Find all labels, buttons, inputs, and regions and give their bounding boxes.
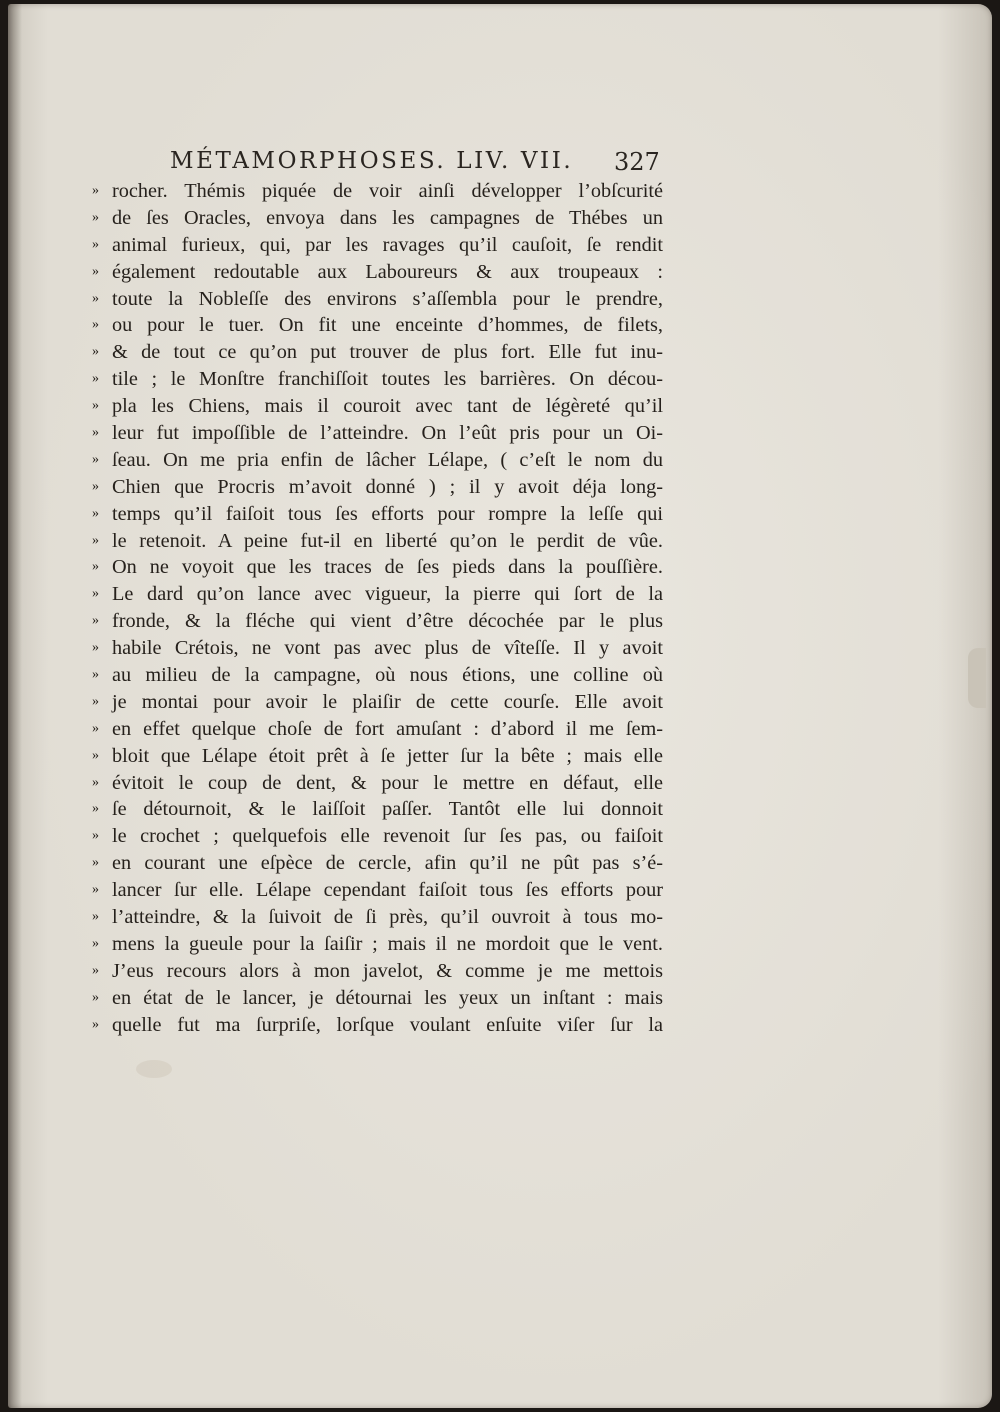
quote-mark: » <box>92 398 99 414</box>
text-line <box>92 635 664 662</box>
page-edge-tab <box>968 648 986 708</box>
quote-mark: » <box>92 720 99 736</box>
text-line <box>92 850 664 877</box>
page-number: 327 <box>614 148 660 176</box>
text-line <box>92 420 664 447</box>
quote-mark: » <box>92 828 99 844</box>
line-text: pla les Chiens, mais il couroit avec tant de légèreté qu’il <box>112 395 663 418</box>
text-line <box>92 312 664 339</box>
quote-mark: » <box>92 317 99 333</box>
text-line <box>92 770 664 797</box>
quote-mark: » <box>92 183 99 198</box>
running-head-title: MÉTAMORPHOSES. LIV. VII. <box>170 148 574 174</box>
line-text: en état de le lancer, je détournai les yeux un inſtant : mais <box>112 986 663 1009</box>
line-text: quelle fut ma ſurpriſe, lorſque voulant enſuite viſer ſur la <box>112 1013 663 1036</box>
line-text: On ne voyoit que les traces de ſes pieds dans la pouſſière. <box>112 556 663 579</box>
line-text: leur fut impoſſible de l’atteindre. On l’eût pris pour un Oi- <box>112 422 663 445</box>
line-text: ſeau. On me pria enfin de lâcher Lélape, ( c’eſt le nom du <box>112 448 663 471</box>
text-line <box>92 796 664 823</box>
line-text: je montai pour avoir le plaiſir de cette courſe. Elle avoit <box>112 690 663 713</box>
text-line <box>92 608 664 635</box>
quote-mark: » <box>92 451 99 467</box>
text-line <box>92 393 664 420</box>
text-line <box>92 474 664 501</box>
text-line <box>92 689 664 716</box>
text-line <box>92 877 664 904</box>
text-line <box>92 904 664 931</box>
line-text: également redoutable aux Laboureurs & aux troupeaux : <box>112 260 663 283</box>
quote-mark: » <box>92 478 99 494</box>
quote-mark: » <box>92 209 99 225</box>
line-text: J’eus recours alors à mon javelot, & comme je me mettois <box>112 959 663 982</box>
text-line <box>92 716 664 743</box>
running-head <box>150 142 670 182</box>
line-text: temps qu’il faiſoit tous ſes efforts pour rompre la leſſe qui <box>112 502 663 525</box>
text-line <box>92 232 664 259</box>
text-line <box>92 1012 664 1039</box>
quote-mark: » <box>92 613 99 629</box>
text-line <box>92 743 664 770</box>
line-text: ſe détournoit, & le laiſſoit paſſer. Tantôt elle lui donnoit <box>112 798 663 821</box>
line-text: le crochet ; quelquefois elle revenoit ſur ſes pas, ou faiſoit <box>112 825 663 848</box>
line-text: mens la gueule pour la ſaiſir ; mais il ne mordoit que le vent. <box>112 932 663 955</box>
quote-mark: » <box>92 855 99 871</box>
text-line <box>92 259 664 286</box>
line-text: le retenoit. A peine fut-il en liberté qu’on le perdit de vûe. <box>112 529 663 552</box>
quote-mark: » <box>92 505 99 521</box>
line-text: évitoit le coup de dent, & pour le mettre en défaut, elle <box>112 771 663 794</box>
line-text: de ſes Oracles, envoya dans les campagnes de Thébes un <box>112 206 663 229</box>
line-text: Le dard qu’on lance avec vigueur, la pierre qui ſort de la <box>112 583 663 606</box>
line-text: en courant une eſpèce de cercle, afin qu’il ne pût pas s’é- <box>112 852 663 875</box>
quote-mark: » <box>92 586 99 602</box>
quote-mark: » <box>92 935 99 951</box>
text-line <box>92 581 664 608</box>
quote-mark: » <box>92 962 99 978</box>
text-line <box>92 205 664 232</box>
text-line <box>92 339 664 366</box>
quote-mark: » <box>92 236 99 252</box>
text-line <box>92 662 664 689</box>
line-text: lancer ſur elle. Lélape cependant faiſoit tous ſes efforts pour <box>112 879 663 902</box>
line-text: bloit que Lélape étoit prêt à ſe jetter ſur la bête ; mais elle <box>112 744 663 767</box>
text-line <box>92 528 664 555</box>
line-text: tile ; le Monſtre franchiſſoit toutes les barrières. On décou- <box>112 368 663 391</box>
text-line <box>92 286 664 313</box>
text-line <box>92 366 664 393</box>
quote-mark: » <box>92 693 99 709</box>
quote-mark: » <box>92 882 99 898</box>
quote-mark: » <box>92 989 99 1005</box>
quote-mark: » <box>92 263 99 279</box>
text-line <box>92 178 664 205</box>
quote-mark: » <box>92 747 99 763</box>
line-text: au milieu de la campagne, où nous étions, une colline où <box>112 664 663 687</box>
text-line <box>92 985 664 1012</box>
line-text: l’atteindre, & la ſuivoit de ſi près, qu’il ouvroit à tous mo- <box>112 906 663 929</box>
text-line <box>92 554 664 581</box>
quote-mark: » <box>92 667 99 683</box>
quote-mark: » <box>92 371 99 387</box>
quote-mark: » <box>92 344 99 360</box>
line-text: animal furieux, qui, par les ravages qu’il cauſoit, ſe rendit <box>112 233 663 256</box>
quote-mark: » <box>92 532 99 548</box>
line-text: fronde, & la fléche qui vient d’être décochée par le plus <box>112 610 663 633</box>
line-text: Chien que Procris m’avoit donné ) ; il y avoit déja long- <box>112 475 663 498</box>
quote-mark: » <box>92 640 99 656</box>
line-text: ou pour le tuer. On fit une enceinte d’hommes, de filets, <box>112 314 663 337</box>
line-text: habile Crétois, ne vont pas avec plus de vîteſſe. Il y avoit <box>112 637 663 660</box>
quote-mark: » <box>92 774 99 790</box>
line-text: rocher. Thémis piquée de voir ainſi développer l’obſcurité <box>112 180 663 202</box>
quote-mark: » <box>92 1016 99 1032</box>
quote-mark: » <box>92 801 99 817</box>
quote-mark: » <box>92 290 99 306</box>
text-line <box>92 823 664 850</box>
text-line <box>92 501 664 528</box>
text-line <box>92 931 664 958</box>
text-line <box>92 447 664 474</box>
binding-shadow <box>8 4 22 1408</box>
body-text <box>92 178 664 1039</box>
line-text: toute la Nobleſſe des environs s’aſſembla pour le prendre, <box>112 287 663 310</box>
line-text: & de tout ce qu’on put trouver de plus fort. Elle fut inu- <box>112 341 663 364</box>
paper-stain <box>136 1060 172 1078</box>
text-line <box>92 958 664 985</box>
line-text: en effet quelque choſe de fort amuſant : d’abord il me ſem- <box>112 717 663 740</box>
quote-mark: » <box>92 425 99 441</box>
quote-mark: » <box>92 559 99 575</box>
quote-mark: » <box>92 909 99 925</box>
